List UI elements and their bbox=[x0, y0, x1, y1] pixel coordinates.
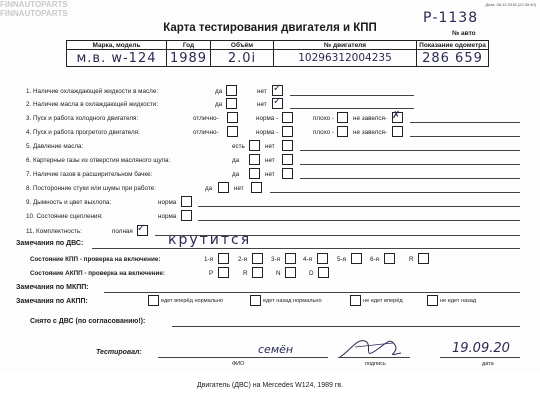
item-5-notes-line bbox=[300, 150, 520, 151]
item-6-yes-label: да bbox=[232, 157, 240, 164]
akpp-gear-r-label: R bbox=[243, 270, 248, 277]
item-1-yes-label: да bbox=[215, 88, 223, 95]
date-line bbox=[440, 357, 520, 358]
item-4-bad-label: плохо - bbox=[313, 129, 335, 136]
document-title: Карта тестирования двигателя и КПП bbox=[163, 22, 377, 34]
akpp-no-backward-label: не едет назад bbox=[440, 298, 477, 304]
signature-line bbox=[338, 357, 410, 358]
watermark-line-1: FINNAUTOPARTS bbox=[0, 0, 68, 9]
mkpp-remarks-line bbox=[104, 292, 520, 293]
fio-value: семён bbox=[258, 343, 294, 356]
item-8-no-checkbox[interactable] bbox=[251, 182, 262, 193]
check-mark-icon: ✓ bbox=[273, 96, 282, 107]
item-8-yes-checkbox[interactable] bbox=[218, 182, 229, 193]
item-9-label: 9. Дымность и цвет выхлопа: bbox=[26, 199, 112, 206]
fio-label: ФИО bbox=[232, 361, 245, 367]
item-4-bad-checkbox[interactable] bbox=[337, 126, 348, 137]
akpp-forward-normal-checkbox[interactable] bbox=[148, 295, 159, 306]
watermark bbox=[0, 0, 68, 18]
item-9-normal-checkbox[interactable] bbox=[181, 196, 192, 207]
item-10-label: 10. Состояние сцепления: bbox=[26, 213, 103, 220]
header-col-engine-no: № двигателя bbox=[274, 41, 417, 50]
item-2-no-label: нет bbox=[257, 101, 267, 108]
akpp-gear-n-label: N bbox=[276, 270, 281, 277]
item-4-nostart-label: не завелся- bbox=[353, 129, 388, 136]
item-3-nostart-label: не завелся- bbox=[353, 115, 388, 122]
item-3-bad-checkbox[interactable] bbox=[337, 112, 348, 123]
kpp-gear-r-label: R bbox=[409, 256, 414, 263]
item-8-notes-line bbox=[270, 192, 520, 193]
odometer-value: 286 659 bbox=[417, 50, 489, 67]
check-mark-icon: ✓ bbox=[273, 83, 282, 94]
akpp-label: Состояние АКПП - проверка на включение: bbox=[30, 270, 165, 277]
item-2-yes-label: да bbox=[215, 101, 223, 108]
signature-label: подпись bbox=[365, 361, 386, 367]
item-2-notes-line bbox=[290, 108, 414, 109]
removed-line bbox=[172, 326, 520, 327]
removed-label: Снято с ДВС (по согласованию!): bbox=[30, 318, 146, 325]
item-2-yes-checkbox[interactable] bbox=[226, 98, 237, 109]
tested-by-label: Тестировал: bbox=[96, 349, 142, 356]
item-7-label: 7. Наличие газов в расширительном бачке: bbox=[26, 171, 153, 178]
akpp-gear-n-checkbox[interactable] bbox=[285, 267, 296, 278]
cross-mark-icon: ✗ bbox=[392, 110, 401, 121]
kpp-gear-5-label: 5-я bbox=[337, 256, 347, 263]
item-1-yes-checkbox[interactable] bbox=[226, 85, 237, 96]
akpp-gear-d-checkbox[interactable] bbox=[318, 267, 329, 278]
item-6-yes-checkbox[interactable] bbox=[249, 154, 260, 165]
item-11-label: 11. Комплектность: bbox=[26, 228, 82, 235]
akpp-no-backward-checkbox[interactable] bbox=[427, 295, 438, 306]
engine-remarks-line bbox=[92, 248, 520, 249]
kpp-gear-r-checkbox[interactable] bbox=[418, 253, 429, 264]
item-6-no-checkbox[interactable] bbox=[282, 154, 293, 165]
kpp-gear-4-label: 4-я bbox=[303, 256, 313, 263]
akpp-gear-r-checkbox[interactable] bbox=[252, 267, 263, 278]
item-7-no-label: нет bbox=[265, 171, 275, 178]
engine-number-value: 10296312004235 bbox=[274, 50, 417, 67]
item-5-yes-checkbox[interactable] bbox=[249, 140, 260, 151]
akpp-no-forward-checkbox[interactable] bbox=[350, 295, 361, 306]
volume-value: 2.0i bbox=[211, 50, 274, 67]
kpp-gear-1-checkbox[interactable] bbox=[218, 253, 229, 264]
item-1-no-label: нет bbox=[257, 88, 267, 95]
item-3-excellent-checkbox[interactable] bbox=[227, 112, 238, 123]
item-10-normal-checkbox[interactable] bbox=[181, 210, 192, 221]
item-1-notes-line bbox=[290, 95, 414, 96]
item-5-no-checkbox[interactable] bbox=[282, 140, 293, 151]
item-2-label: 2. Наличие масла в охлаждающей жидкости: bbox=[26, 101, 159, 108]
item-5-label: 5. Давление масла: bbox=[26, 143, 84, 150]
kpp-gear-2-checkbox[interactable] bbox=[252, 253, 263, 264]
car-number-label: № авто bbox=[452, 30, 476, 37]
item-4-notes-line bbox=[410, 136, 520, 137]
item-7-no-checkbox[interactable] bbox=[282, 168, 293, 179]
akpp-no-forward-label: не едет вперёд bbox=[363, 298, 403, 304]
akpp-gear-p-label: P bbox=[209, 270, 214, 277]
item-8-label: 8. Посторонние стуки или шумы при работе: bbox=[26, 185, 156, 192]
item-7-notes-line bbox=[300, 178, 520, 179]
date-label: дата bbox=[482, 361, 494, 367]
item-3-label: 3. Пуск и работа холодного двигателя: bbox=[26, 115, 139, 122]
item-9-normal-label: норма bbox=[158, 199, 177, 206]
item-8-no-label: нет bbox=[234, 185, 244, 192]
item-8-yes-label: да bbox=[205, 185, 213, 192]
kpp-gear-3-label: 3-я bbox=[271, 256, 281, 263]
item-5-yes-label: есть bbox=[232, 143, 245, 150]
item-7-yes-label: да bbox=[232, 171, 240, 178]
kpp-gear-2-label: 2-я bbox=[238, 256, 248, 263]
akpp-gear-p-checkbox[interactable] bbox=[218, 267, 229, 278]
print-date: Дата: 06.12.2018 (22:39:40) bbox=[485, 2, 536, 7]
akpp-forward-normal-label: едет вперёд нормально bbox=[161, 298, 224, 304]
item-4-nostart-checkbox[interactable] bbox=[392, 126, 403, 137]
kpp-gear-5-checkbox[interactable] bbox=[351, 253, 362, 264]
kpp-gear-6-checkbox[interactable] bbox=[384, 253, 395, 264]
kpp-gear-1-label: 1-я bbox=[204, 256, 214, 263]
item-4-excellent-checkbox[interactable] bbox=[227, 126, 238, 137]
item-10-notes-line bbox=[198, 220, 520, 221]
kpp-gear-3-checkbox[interactable] bbox=[285, 253, 296, 264]
item-10-normal-label: норма bbox=[158, 213, 177, 220]
item-3-bad-label: плохо - bbox=[313, 115, 335, 122]
item-3-normal-checkbox[interactable] bbox=[282, 112, 293, 123]
item-4-normal-checkbox[interactable] bbox=[282, 126, 293, 137]
item-4-excellent-label: отлично- bbox=[193, 129, 219, 136]
item-3-notes-line bbox=[410, 122, 520, 123]
akpp-remarks-label: Замечания по АКПП: bbox=[16, 298, 88, 305]
year-value: 1989 bbox=[167, 50, 211, 67]
fio-line bbox=[158, 357, 328, 358]
item-11-full-label: полная bbox=[112, 228, 133, 235]
handwritten-stamp-number: Р-1138 bbox=[423, 10, 479, 26]
kpp-gear-6-label: 6-я bbox=[370, 256, 380, 263]
watermark-line-2: FINNAUTOPARTS bbox=[0, 9, 68, 18]
item-1-label: 1. Наличие охлаждающей жидкости в масле: bbox=[26, 88, 159, 95]
item-5-no-label: нет bbox=[265, 143, 275, 150]
item-3-normal-label: норма - bbox=[256, 115, 279, 122]
item-4-label: 4. Пуск и работа прогретого двигателя: bbox=[26, 129, 140, 136]
akpp-backward-normal-checkbox[interactable] bbox=[250, 295, 261, 306]
header-col-volume: Объём bbox=[211, 41, 274, 50]
item-6-label: 6. Картерные газы из отверстия масляного щупа: bbox=[26, 157, 171, 164]
header-col-year: Год bbox=[167, 41, 211, 50]
item-7-yes-checkbox[interactable] bbox=[249, 168, 260, 179]
mkpp-remarks-label: Замечания по МКПП: bbox=[16, 284, 89, 291]
item-9-notes-line bbox=[198, 206, 520, 207]
image-caption: Двигатель (ДВС) на Mercedes W124, 1989 гв. bbox=[196, 382, 344, 389]
header-col-odometer: Показание одометра bbox=[417, 41, 489, 50]
signature-image bbox=[335, 333, 405, 363]
item-6-no-label: нет bbox=[265, 157, 275, 164]
kpp-label: Состояние КПП - проверка на включение: bbox=[30, 256, 161, 263]
kpp-gear-4-checkbox[interactable] bbox=[317, 253, 328, 264]
header-col-model: Марка, модель bbox=[67, 41, 167, 50]
item-3-excellent-label: отлично- bbox=[193, 115, 219, 122]
engine-remarks-label: Замечания по ДВС: bbox=[16, 240, 84, 247]
akpp-gear-d-label: D bbox=[309, 270, 314, 277]
item-6-notes-line bbox=[300, 164, 520, 165]
vehicle-header-table bbox=[66, 40, 489, 67]
check-mark-icon: ✓ bbox=[137, 223, 146, 234]
item-4-normal-label: норма - bbox=[256, 129, 279, 136]
date-value: 19.09.20 bbox=[452, 341, 510, 356]
engine-remarks-value: крутится bbox=[168, 232, 252, 248]
akpp-backward-normal-label: едет назад нормально bbox=[263, 298, 322, 304]
model-value: м.в. w-124 bbox=[67, 50, 167, 67]
